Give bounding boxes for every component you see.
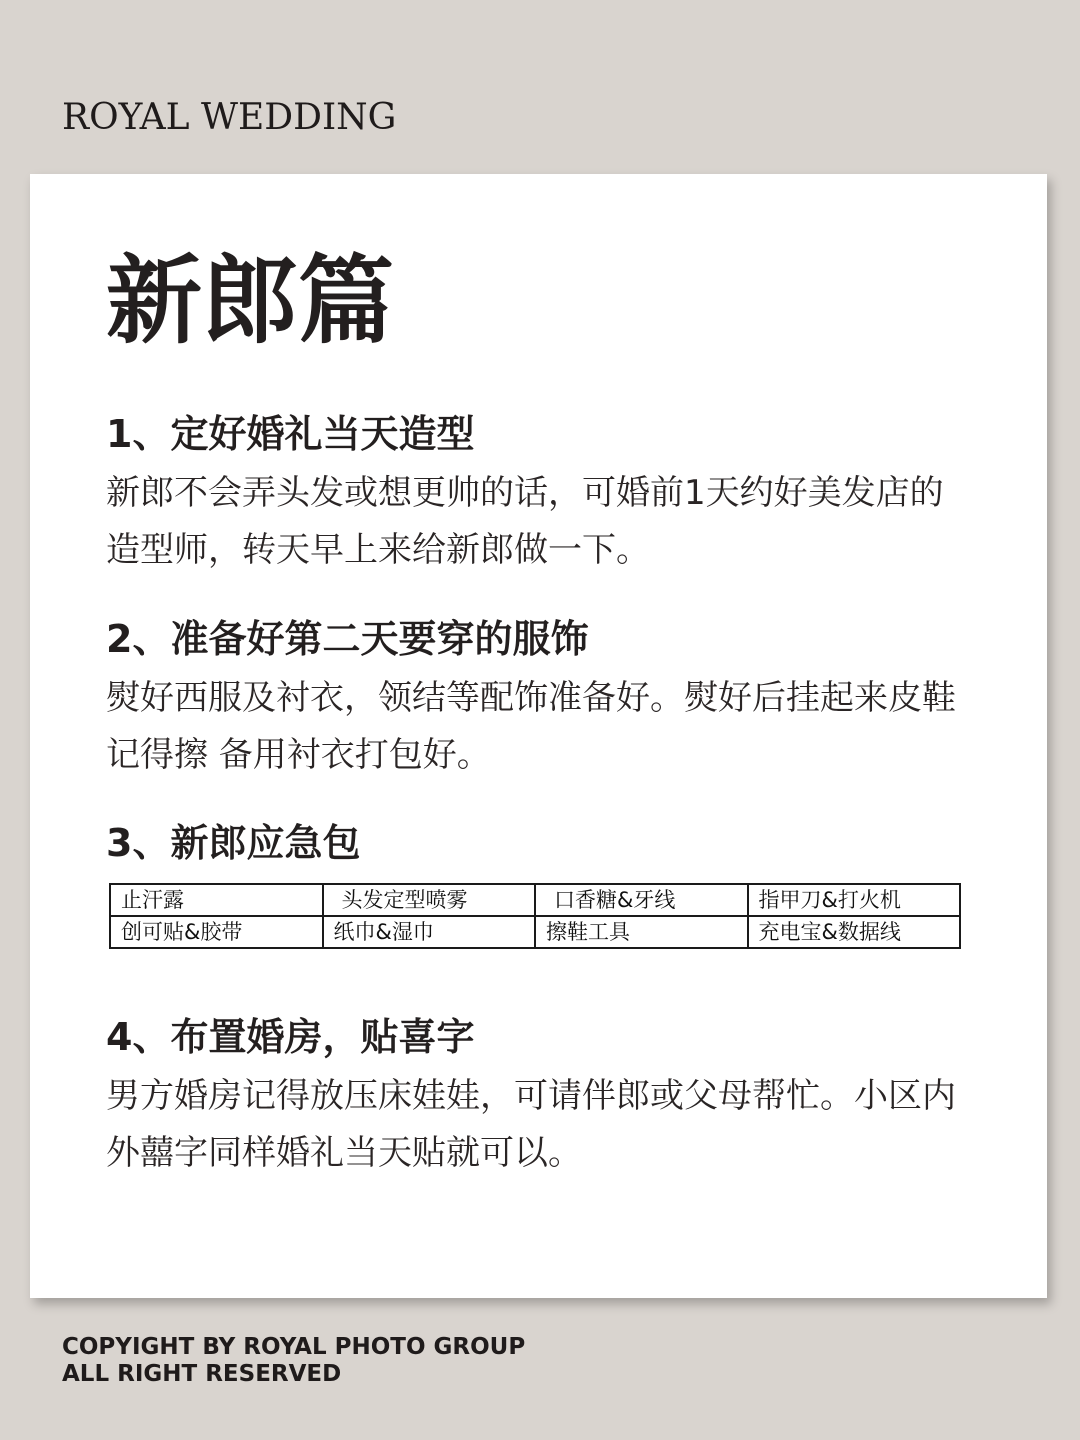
emergency-kit-table [109,883,961,949]
table-cell: 充电宝&数据线 [748,916,961,948]
table-cell: 口香糖&牙线 [535,884,748,916]
content-card [30,174,1047,1298]
table-cell: 头发定型喷雾 [323,884,536,916]
brand-logo-text: ROYAL WEDDING [62,97,397,138]
section-body: 男方婚房记得放压床娃娃，可请伴郎或父母帮忙。小区内外囍字同样婚礼当天贴就可以。 [106,1076,956,1173]
section-emergency-kit [106,818,976,868]
section-heading: 1、定好婚礼当天造型 [106,412,475,456]
table-cell: 创可贴&胶带 [110,916,323,948]
table-row [110,884,960,916]
section-heading: 3、新郎应急包 [106,821,361,865]
section-body: 新郎不会弄头发或想更帅的话，可婚前1天约好美发店的造型师，转天早上来给新郎做一下。 [106,473,944,570]
section-body: 熨好西服及衬衣，领结等配饰准备好。熨好后挂起来皮鞋记得擦 备用衬衣打包好。 [106,678,956,775]
copyright-line: COPYIGHT BY ROYAL PHOTO GROUP [62,1334,526,1360]
section-attire [106,614,976,784]
section-heading: 4、布置婚房，贴喜字 [106,1015,475,1059]
table-cell: 擦鞋工具 [535,916,748,948]
table-cell: 纸巾&湿巾 [323,916,536,948]
table-cell: 止汗露 [110,884,323,916]
table-row [110,916,960,948]
section-hairstyle [106,409,976,579]
rights-line: ALL RIGHT RESERVED [62,1361,342,1387]
section-wedding-room [106,1012,976,1182]
table-cell: 指甲刀&打火机 [748,884,961,916]
section-heading: 2、准备好第二天要穿的服饰 [106,617,589,661]
copyright-footer [62,1334,525,1388]
page-title: 新郎篇 [106,245,394,357]
